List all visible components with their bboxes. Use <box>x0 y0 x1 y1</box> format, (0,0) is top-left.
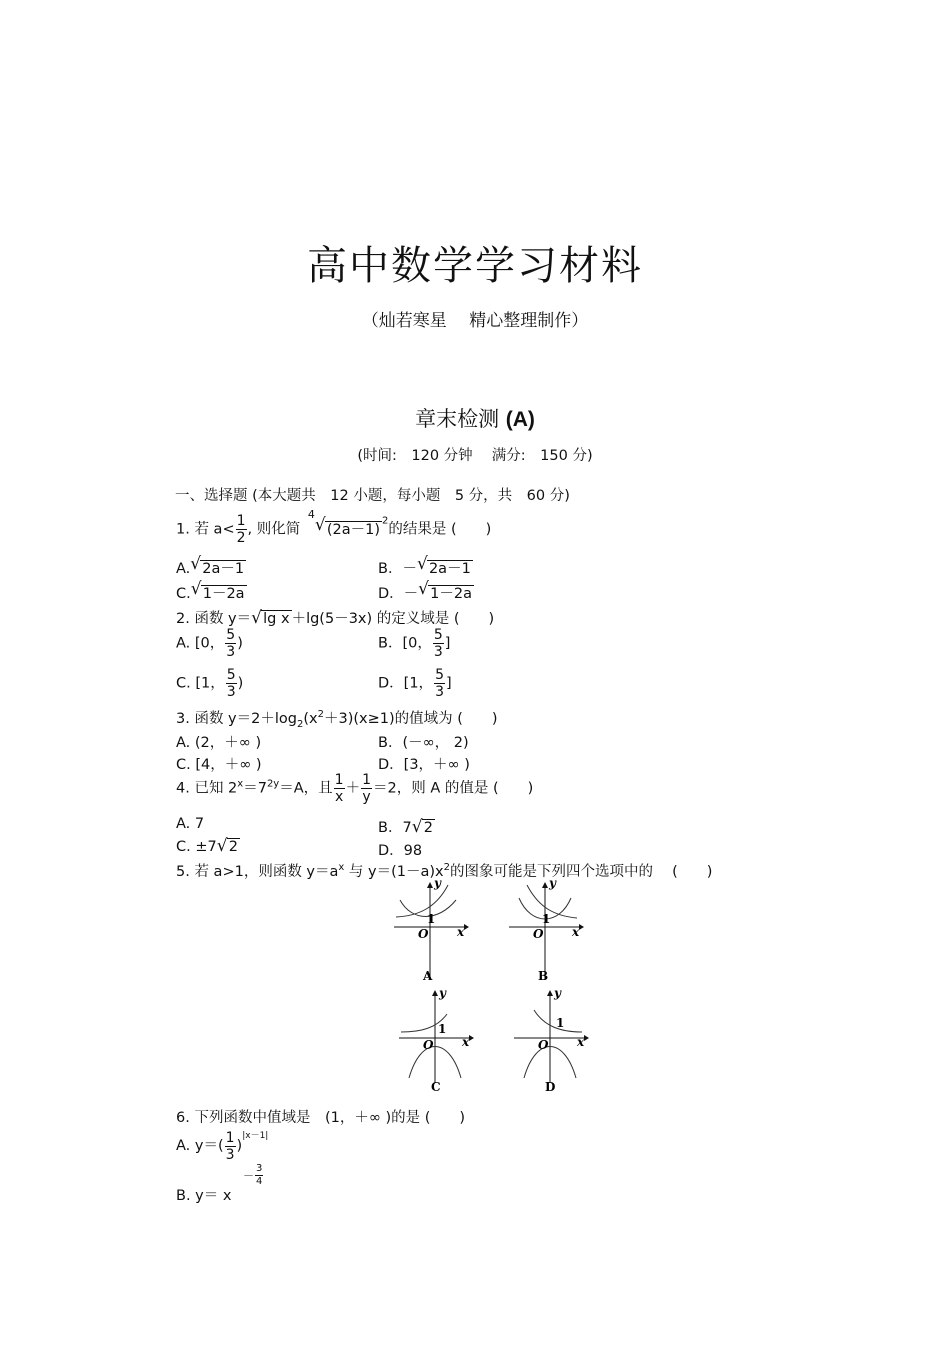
q4-c-pre: C. ±7 <box>176 839 217 855</box>
q4-option-d: D．98 <box>378 843 423 859</box>
q1-c-rad: 1－2a <box>202 586 245 602</box>
q1-frac-den: 2 <box>236 530 246 546</box>
question-1 <box>176 507 492 546</box>
q6-b-sign: － <box>243 1169 254 1183</box>
q5-d-one: 1 <box>556 1016 565 1030</box>
q1-b-rad: 2a－1 <box>428 561 471 577</box>
q6-b-den: 4 <box>256 1176 263 1187</box>
q1-option-b: B．－ √ 2a－1 <box>378 554 471 577</box>
q5-a-axis-x: x <box>457 925 465 939</box>
q1-mid: , 则化简 <box>247 521 305 538</box>
q4-prefix: 4. 已知 2 <box>176 780 238 797</box>
q5-graph-a <box>390 880 470 985</box>
q5-graph-d <box>510 988 590 1093</box>
q5-sup2: 2 <box>443 862 450 874</box>
q3-option-b: B．(－∞， 2) <box>378 735 469 751</box>
q2-rad: lg x <box>263 611 290 627</box>
q3-option-c: C. [4，＋∞ ) <box>176 757 262 773</box>
q4-mid1: ＝7 <box>243 780 267 797</box>
q1-a-label: A. <box>176 561 191 577</box>
q6-option-a <box>176 1128 268 1162</box>
q3-option-a: A. (2，＋∞ ) <box>176 735 262 751</box>
q5-b-origin: O <box>533 927 544 941</box>
q2-option-c <box>176 668 243 699</box>
q5-sup1: x <box>338 862 345 874</box>
q2-b-num: 5 <box>433 627 443 643</box>
q4-f1-num: 1 <box>334 772 344 788</box>
q3-option-d: D．[3，＋∞ ) <box>378 757 470 773</box>
q5-graph-b <box>505 880 585 985</box>
q1-frac-num: 1 <box>236 513 246 529</box>
section-heading: 一、选择题 (本大题共 12 小题，每小题 5 分，共 60 分) <box>175 488 570 504</box>
q6-a-post: ) <box>236 1138 243 1154</box>
q5-a-axis-y: y <box>434 880 441 890</box>
q5-a-label: A <box>423 969 433 983</box>
question-3 <box>176 707 498 730</box>
q1-a-rad: 2a－1 <box>202 561 245 577</box>
page-title: 高中数学学习材料 <box>307 243 643 289</box>
q1-option-c: C. √ 1－2a <box>176 579 245 602</box>
question-6: 6. 下列函数中值域是 (1，＋∞ )的是 ( ) <box>176 1110 466 1126</box>
q5-c-axis-y: y <box>439 988 446 1000</box>
q2-prefix: 2. 函数 y＝ <box>176 611 252 627</box>
q5-tail: 的图象可能是下列四个选项中的 ( ) <box>450 864 713 880</box>
q5-c-label: C <box>431 1080 441 1093</box>
q1-radical: 4 √ (2a－1) <box>307 507 380 538</box>
q5-a-one: 1 <box>427 912 436 926</box>
q2-c-post: ) <box>237 675 244 692</box>
q4-option-a: A. 7 <box>176 816 205 832</box>
q5-b-axis-y: y <box>549 880 556 890</box>
chapter-tag: (A) <box>505 408 535 431</box>
q1-b-label: B．－ <box>378 561 417 577</box>
q6-a-den: 3 <box>225 1146 235 1163</box>
q5-c-origin: O <box>423 1038 434 1052</box>
q2-c-num: 5 <box>226 667 236 683</box>
q5-d-label: D <box>545 1080 556 1093</box>
time-info: (时间: 120 分钟 满分: 150 分) <box>357 448 593 464</box>
q3-tail: ＋3)(x≥1)的值域为 ( ) <box>323 711 498 727</box>
q2-d-post: ] <box>445 675 452 692</box>
q5-graph-c <box>395 988 475 1093</box>
q2-d-num: 5 <box>435 667 444 683</box>
q2-c-pre: C. [1， <box>176 675 225 692</box>
q5-b-one: 1 <box>542 912 551 926</box>
q1-tail: 的结果是 ( ) <box>388 521 492 538</box>
chapter-heading <box>0 403 950 433</box>
q5-d-axis-y: y <box>554 988 561 1000</box>
q5-a-origin: O <box>418 927 429 941</box>
q5-b-label: B <box>538 969 549 983</box>
q2-d-pre: D．[1， <box>378 675 434 692</box>
q4-f1-den: x <box>334 789 344 805</box>
q6-b-num: 3 <box>256 1163 263 1174</box>
q1-exp: 2 <box>382 515 389 527</box>
page-subtitle: （灿若寒星 精心整理制作） <box>361 311 589 331</box>
q1-option-d: D．－ √ 1－2a <box>378 579 473 602</box>
q5-d-axis-x: x <box>577 1035 585 1049</box>
q3-sub: 2 <box>296 718 304 730</box>
q1-c-label: C. <box>176 586 191 602</box>
q5-c-axis-x: x <box>462 1035 470 1049</box>
q2-a-den: 3 <box>226 644 236 660</box>
q3-prefix: 3. 函数 y＝2＋log <box>176 711 297 727</box>
q2-b-pre: B．[0， <box>378 635 432 652</box>
q4-c-rad: 2 <box>228 839 238 855</box>
q2-b-den: 3 <box>433 644 443 660</box>
q1-radicand: (2a－1) <box>326 521 380 538</box>
q5-d-origin: O <box>538 1038 549 1052</box>
q2-a-num: 5 <box>226 627 236 643</box>
q1-radical-index: 4 <box>307 507 315 521</box>
q2-tail: ＋lg(5－3x) 的定义域是 ( ) <box>291 611 495 627</box>
q5-mid: 与 y＝(1－a)x <box>344 864 444 880</box>
q4-sup2: 2y <box>266 778 280 790</box>
q4-plus: ＋ <box>345 780 361 797</box>
q4-tail: ＝2，则 A 的值是 ( ) <box>372 780 534 797</box>
q1-prefix: 1. 若 a< <box>176 521 235 538</box>
q2-option-d <box>378 668 452 699</box>
q6-option-b <box>176 1184 231 1205</box>
question-5 <box>176 860 712 881</box>
q5-prefix: 5. 若 a>1，则函数 y＝a <box>176 864 339 880</box>
q2-option-a <box>176 628 243 659</box>
q4-sup1: x <box>237 778 244 790</box>
q1-d-label: D．－ <box>378 586 419 602</box>
q2-a-post: ) <box>237 635 243 652</box>
q2-a-pre: A. [0， <box>176 635 225 652</box>
q1-d-rad: 1－2a <box>430 586 473 602</box>
q3-mid: (x <box>303 711 318 727</box>
q2-option-b <box>378 628 450 659</box>
q6-a-num: 1 <box>225 1129 235 1146</box>
q5-c-one: 1 <box>438 1022 447 1036</box>
q4-f2-den: y <box>362 789 371 805</box>
q2-d-den: 3 <box>435 684 444 700</box>
q1-fraction <box>236 514 247 545</box>
q6-a-sup: |x－1| <box>242 1131 269 1141</box>
q4-b-rad: 2 <box>423 820 433 836</box>
q4-mid2: ＝A，且 <box>279 780 333 797</box>
chapter-name: 章末检测 <box>415 407 500 431</box>
q2-c-den: 3 <box>226 684 236 700</box>
q6-a-pre: A. y＝( <box>176 1138 224 1154</box>
q3-sup: 2 <box>317 709 324 721</box>
q6-b-pre: B. y＝ x <box>176 1188 232 1204</box>
q5-b-axis-x: x <box>572 925 580 939</box>
q1-option-a: A. √ 2a－1 <box>176 554 245 577</box>
question-2: 2. 函数 y＝ √ lg x ＋lg(5－3x) 的定义域是 ( ) <box>176 608 495 628</box>
q4-f2-num: 1 <box>362 772 371 788</box>
q4-b-pre: B．7 <box>378 820 412 836</box>
q2-b-post: ] <box>444 635 451 652</box>
q4-option-c: C. ±7 √ 2 <box>176 836 238 856</box>
q6-b-exponent <box>243 1164 264 1187</box>
q4-option-b: B．7 √ 2 <box>378 817 433 837</box>
question-4 <box>176 773 533 804</box>
